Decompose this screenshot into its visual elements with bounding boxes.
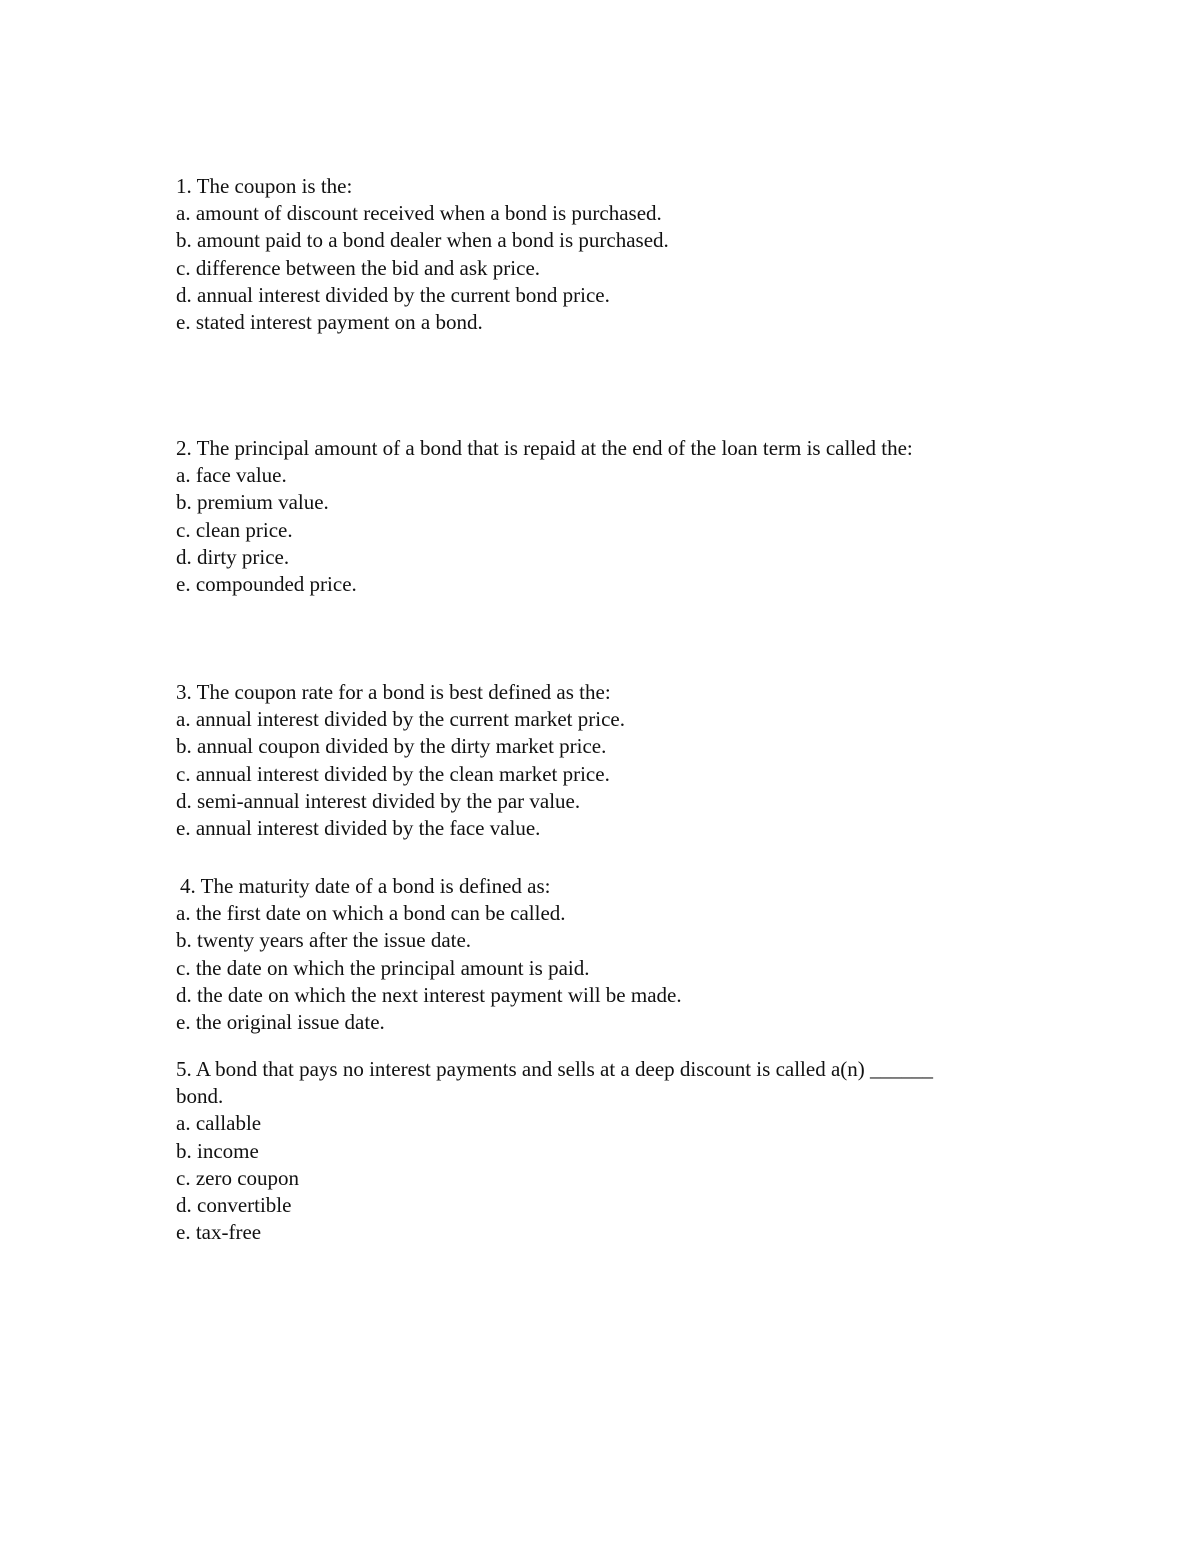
answer-option: e. tax-free <box>176 1220 262 1245</box>
question-stem: 5. A bond that pays no interest payments and sells at a deep discount is called a(n) ______ <box>176 1057 934 1081</box>
answer-option: d. annual interest divided by the current bond price. <box>176 282 610 307</box>
answer-option: e. stated interest payment on a bond. <box>176 310 483 335</box>
answer-option: e. annual interest divided by the face value. <box>176 816 541 841</box>
answer-option: c. the date on which the principal amount is paid. <box>176 955 590 980</box>
answer-option: e. the original issue date. <box>176 1010 385 1035</box>
question-stem: 1. The coupon is the: <box>176 174 353 198</box>
question-5 <box>176 1056 1036 1246</box>
answer-option: c. clean price. <box>176 517 293 542</box>
question-2 <box>176 435 1036 598</box>
answer-option: a. the first date on which a bond can be called. <box>176 901 566 926</box>
question-stem: 3. The coupon rate for a bond is best defined as the: <box>176 680 611 704</box>
answer-option: c. difference between the bid and ask price. <box>176 255 541 280</box>
answer-option: c. annual interest divided by the clean market price. <box>176 761 610 786</box>
answer-option: d. semi-annual interest divided by the par value. <box>176 788 581 813</box>
question-stem-continuation: bond. <box>176 1084 224 1109</box>
answer-option: a. annual interest divided by the current market price. <box>176 707 625 732</box>
answer-option: d. dirty price. <box>176 544 290 569</box>
question-4 <box>176 873 1040 1036</box>
answer-option: e. compounded price. <box>176 572 357 597</box>
answer-option: a. amount of discount received when a bond is purchased. <box>176 201 662 226</box>
answer-option: a. callable <box>176 1111 262 1136</box>
answer-option: b. amount paid to a bond dealer when a bond is purchased. <box>176 228 669 253</box>
answer-option: b. annual coupon divided by the dirty market price. <box>176 734 607 759</box>
answer-option: b. twenty years after the issue date. <box>176 928 472 953</box>
question-1 <box>176 173 1036 336</box>
answer-option: d. the date on which the next interest payment will be made. <box>176 982 682 1007</box>
question-3 <box>176 679 1036 842</box>
question-stem: 2. The principal amount of a bond that is repaid at the end of the loan term is called the: <box>176 436 913 460</box>
answer-option: a. face value. <box>176 463 287 488</box>
answer-option: c. zero coupon <box>176 1165 300 1190</box>
answer-option: d. convertible <box>176 1193 292 1218</box>
answer-option: b. premium value. <box>176 490 329 515</box>
answer-option: b. income <box>176 1138 259 1163</box>
question-stem: 4. The maturity date of a bond is defined as: <box>180 874 551 898</box>
